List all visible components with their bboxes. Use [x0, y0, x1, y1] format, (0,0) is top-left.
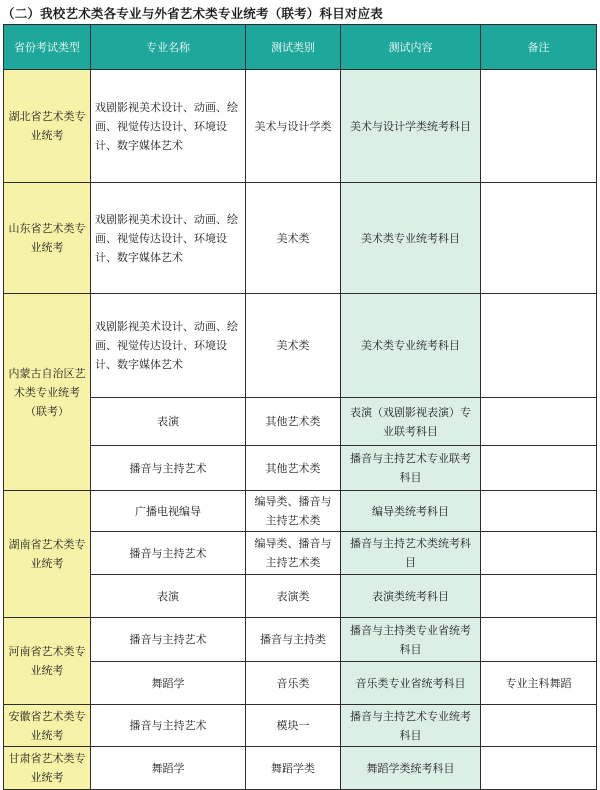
category-cell: 美术与设计学类 — [246, 70, 341, 183]
note-cell — [481, 705, 597, 747]
content-cell: 表演（戏剧影视表演）专业联考科目 — [341, 398, 481, 446]
table-row — [4, 398, 597, 446]
header-province: 省份考试类型 — [4, 25, 91, 70]
major-cell: 表演 — [91, 398, 246, 446]
table-row — [4, 705, 597, 747]
header-note: 备注 — [481, 25, 597, 70]
note-cell: 专业主科舞蹈 — [481, 662, 597, 705]
content-cell: 舞蹈学类统考科目 — [341, 747, 481, 790]
major-cell: 播音与主持艺术 — [91, 532, 246, 575]
table-row — [4, 446, 597, 491]
table-row — [4, 183, 597, 294]
major-cell: 播音与主持艺术 — [91, 705, 246, 747]
province-cell: 湖北省艺术类专业统考 — [4, 70, 91, 183]
note-cell — [481, 575, 597, 618]
content-cell: 美术与设计学类统考科目 — [341, 70, 481, 183]
content-cell: 播音与主持艺术专业联考科目 — [341, 446, 481, 491]
table-row — [4, 532, 597, 575]
category-cell: 其他艺术类 — [246, 446, 341, 491]
province-cell: 山东省艺术类专业统考 — [4, 183, 91, 294]
province-cell: 安徽省艺术类专业统考 — [4, 705, 91, 747]
province-cell: 河南省艺术类专业统考 — [4, 618, 91, 705]
note-cell — [481, 398, 597, 446]
major-cell: 戏剧影视美术设计、动画、绘画、视觉传达设计、环境设计、数字媒体艺术 — [91, 70, 246, 183]
note-cell — [481, 70, 597, 183]
page-title: （二）我校艺术类各专业与外省艺术类专业统考（联考）科目对应表 — [2, 6, 384, 21]
note-cell — [481, 491, 597, 532]
note-cell — [481, 294, 597, 398]
major-cell: 表演 — [91, 575, 246, 618]
major-cell: 舞蹈学 — [91, 747, 246, 790]
category-cell: 美术类 — [246, 183, 341, 294]
category-cell: 播音与主持类 — [246, 618, 341, 662]
note-cell — [481, 618, 597, 662]
content-cell: 美术类专业统考科目 — [341, 294, 481, 398]
category-cell: 编导类、播音与主持艺术类 — [246, 532, 341, 575]
province-cell: 甘肃省艺术类专业统考 — [4, 747, 91, 790]
category-cell: 编导类、播音与主持艺术类 — [246, 491, 341, 532]
category-cell: 模块一 — [246, 705, 341, 747]
province-cell: 内蒙古自治区艺术类专业统考（联考） — [4, 294, 91, 491]
note-cell — [481, 183, 597, 294]
header-category: 测试类别 — [246, 25, 341, 70]
content-cell: 播音与主持艺术专业统考科目 — [341, 705, 481, 747]
table-row — [4, 618, 597, 662]
major-cell: 播音与主持艺术 — [91, 446, 246, 491]
content-cell: 美术类专业统考科目 — [341, 183, 481, 294]
table-row — [4, 747, 597, 790]
note-cell — [481, 446, 597, 491]
note-cell — [481, 747, 597, 790]
subject-correspondence-table — [3, 24, 597, 790]
major-cell: 广播电视编导 — [91, 491, 246, 532]
content-cell: 播音与主持艺术类统考科目 — [341, 532, 481, 575]
category-cell: 美术类 — [246, 294, 341, 398]
table-row — [4, 575, 597, 618]
category-cell: 音乐类 — [246, 662, 341, 705]
header-content: 测试内容 — [341, 25, 481, 70]
province-cell: 湖南省艺术类专业统考 — [4, 491, 91, 618]
content-cell: 编导类统考科目 — [341, 491, 481, 532]
major-cell: 播音与主持艺术 — [91, 618, 246, 662]
category-cell: 表演类 — [246, 575, 341, 618]
table-row — [4, 70, 597, 183]
table-row — [4, 294, 597, 398]
major-cell: 舞蹈学 — [91, 662, 246, 705]
category-cell: 舞蹈学类 — [246, 747, 341, 790]
header-major: 专业名称 — [91, 25, 246, 70]
table-row — [4, 491, 597, 532]
major-cell: 戏剧影视美术设计、动画、绘画、视觉传达设计、环境设计、数字媒体艺术 — [91, 183, 246, 294]
category-cell: 其他艺术类 — [246, 398, 341, 446]
note-cell — [481, 532, 597, 575]
content-cell: 音乐类专业省统考科目 — [341, 662, 481, 705]
table-row — [4, 662, 597, 705]
major-cell: 戏剧影视美术设计、动画、绘画、视觉传达设计、环境设计、数字媒体艺术 — [91, 294, 246, 398]
content-cell: 表演类统考科目 — [341, 575, 481, 618]
table-header-row — [4, 25, 597, 70]
content-cell: 播音与主持类专业省统考科目 — [341, 618, 481, 662]
